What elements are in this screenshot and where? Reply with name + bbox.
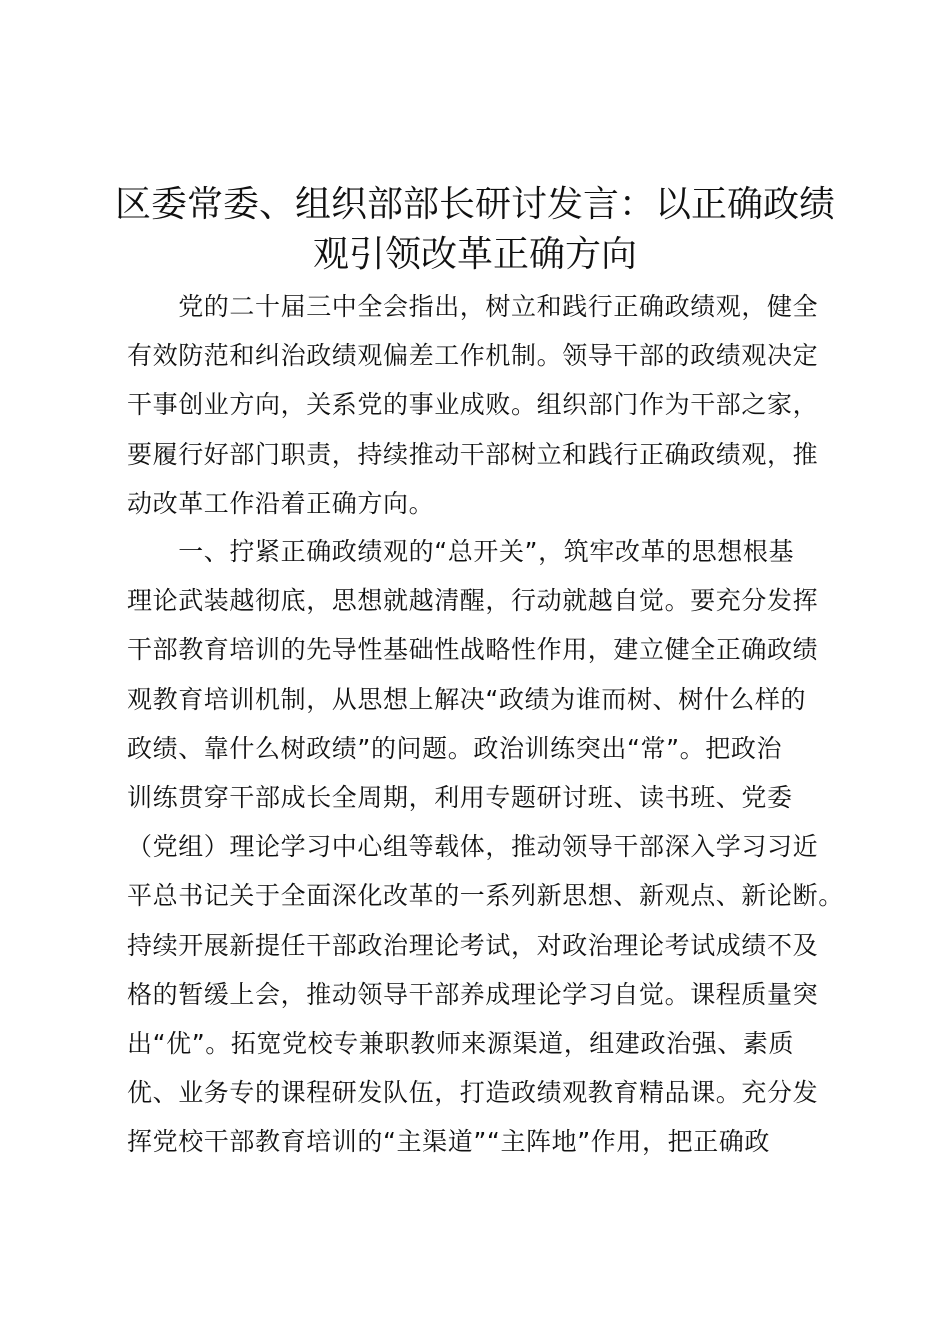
text-line: 要履行好部门职责，持续推动干部树立和践行正确政绩观，推 bbox=[127, 439, 819, 469]
document-title bbox=[110, 180, 840, 280]
text-line: 挥党校干部教育培训的“主渠道”“主阵地”作用，把正确政 bbox=[127, 1127, 771, 1157]
text-line: 平总书记关于全面深化改革的一系列新思想、新观点、新论断。 bbox=[127, 881, 844, 911]
text-line: 动改革工作沿着正确方向。 bbox=[127, 488, 435, 518]
text-line: 一、拧紧正确政绩观的“总开关”，筑牢改革的思想根基 bbox=[127, 537, 795, 566]
text-line: 观教育培训机制，从思想上解决“政绩为谁而树、树什么样的 bbox=[127, 684, 807, 714]
title-line: 区委常委、组织部部长研讨发言：以正确政绩 bbox=[114, 184, 835, 225]
text-line: 出“优”。拓宽党校专兼职教师来源渠道，组建政治强、素质 bbox=[127, 1028, 795, 1058]
text-line: 理论武装越彻底，思想就越清醒，行动就越自觉。要充分发挥 bbox=[127, 586, 819, 616]
text-line: 持续开展新提任干部政治理论考试，对政治理论考试成绩不及 bbox=[127, 930, 819, 960]
paragraph-section-one bbox=[127, 527, 843, 1166]
text-line: 党的二十届三中全会指出，树立和践行正确政绩观，健全 bbox=[127, 292, 819, 321]
text-line: 格的暂缓上会，推动领导干部养成理论学习自觉。课程质量突 bbox=[127, 979, 819, 1009]
text-line: （党组）理论学习中心组等载体，推动领导干部深入学习习近 bbox=[127, 832, 819, 862]
text-line: 干事创业方向，关系党的事业成败。组织部门作为干部之家， bbox=[127, 390, 819, 420]
text-line: 干部教育培训的先导性基础性战略性作用，建立健全正确政绩 bbox=[127, 635, 819, 665]
text-line: 训练贯穿干部成长全周期，利用专题研讨班、读书班、党委 bbox=[127, 782, 793, 812]
text-line: 优、业务专的课程研发队伍，打造政绩观教育精品课。充分发 bbox=[127, 1078, 819, 1108]
title-line: 观引领改革正确方向 bbox=[312, 234, 637, 275]
text-line: 政绩、靠什么树政绩”的问题。政治训练突出“常”。把政治 bbox=[127, 733, 783, 763]
text-line: 有效防范和纠治政绩观偏差工作机制。领导干部的政绩观决定 bbox=[127, 341, 819, 371]
paragraph-intro bbox=[127, 282, 843, 528]
